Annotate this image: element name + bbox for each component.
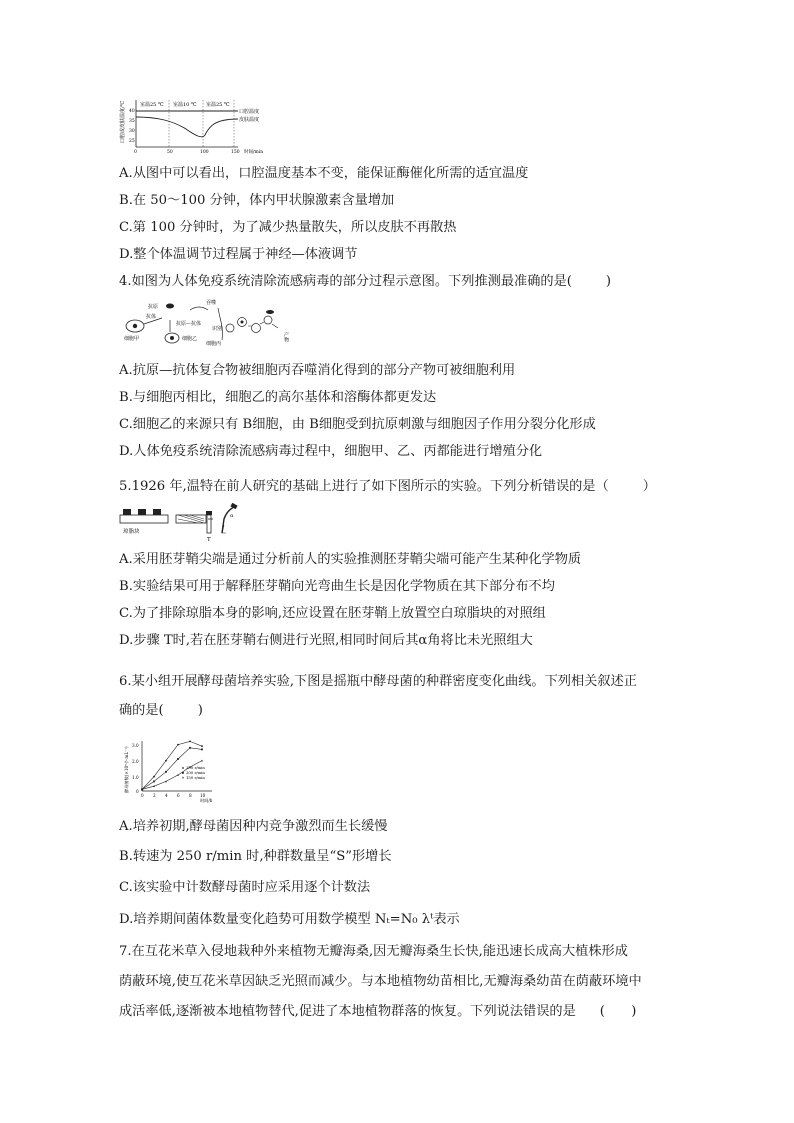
agar-block-label: 琼脂块 — [123, 529, 140, 535]
q7-paren: ( ) — [599, 1004, 637, 1019]
series-point-0-3 — [177, 744, 179, 746]
q6-stem-line-1: 6.某小组开展酵母菌培养实验,下图是摇瓶中酵母菌的种群密度变化曲线。下列相关叙述正 — [119, 674, 637, 689]
legend-150: 150 r/min — [186, 775, 205, 780]
temp-xtick: 150 — [231, 150, 240, 155]
series-point-1-4 — [189, 747, 191, 749]
q7-line-3 — [119, 1003, 636, 1021]
chart-xtick: 4 — [165, 793, 168, 798]
q5-option-d: D.步骤 T时,若在胚芽鞘右侧进行光照,相同时间后其α角将比未光照组大 — [119, 633, 533, 648]
chart-xtick: 2 — [153, 793, 156, 798]
q5-stem — [119, 478, 656, 496]
temp-ytick: 35 — [129, 119, 135, 124]
q6-option-c: C.该实验中计数酵母菌时应采用逐个计数法 — [119, 880, 371, 895]
complex-label: 抗原—抗体 — [176, 321, 202, 327]
series-point-0-5 — [201, 745, 203, 747]
temp-xtick: 50 — [167, 150, 173, 155]
q4-stem — [119, 273, 611, 291]
legend-oral: 口腔温度 — [239, 109, 260, 115]
q4-option-c: C.细胞乙的来源只有 B细胞，由 B细胞受到抗原刺激与细胞因子作用分裂分化形成 — [119, 417, 596, 432]
series-point-0-1 — [153, 776, 155, 778]
segment-label-1: 室温25 ℃ — [140, 102, 164, 108]
segment-label-2: 室温10 ℃ — [173, 102, 197, 108]
temperature-figure — [118, 95, 278, 157]
q5-option-b: B.实验结果可用于解释胚芽鞘向光弯曲生长是因化学物质在其下部分布不均 — [119, 579, 555, 594]
chart-y-axis-label: 酵母菌数(×10⁸个·mL⁻¹) — [124, 746, 129, 793]
product-label: 产物 — [283, 332, 289, 342]
yeast-growth-chart — [120, 735, 225, 805]
chart-ytick-3: 3.0 — [132, 743, 139, 748]
series-point-0-2 — [165, 760, 167, 762]
svg-text:α: α — [230, 513, 234, 519]
immune-figure — [120, 298, 305, 348]
series-point-0-4 — [189, 741, 191, 743]
temp-ytick: 25 — [129, 139, 135, 144]
q5-paren-close: ） — [642, 479, 656, 494]
q3-option-d: D.整个体温调节过程属于神经—体液调节 — [119, 247, 358, 262]
q5-stem-text: 5.1926 年,温特在前人研究的基础上进行了如下图所示的实验。下列分析错误的是（ — [119, 479, 609, 494]
skin-temp-curve — [136, 117, 238, 137]
q6-stem-text: 确的是( — [119, 703, 164, 718]
q4-option-a: A.抗原—抗体复合物被细胞丙吞噬消化得到的部分产物可被细胞利用 — [119, 363, 516, 378]
cell-b-label: 细胞乙 — [182, 336, 198, 342]
q6-paren-close: ) — [197, 703, 203, 718]
legend-200: 200 r/min — [186, 770, 205, 775]
chart-ytick-0: 0 — [136, 789, 139, 794]
q4-option-b: B.与细胞丙相比，细胞乙的高尔基体和溶酶体都更发达 — [119, 390, 437, 405]
antibody-label: 抗体 — [146, 314, 157, 320]
q6-option-a: A.培养初期,酵母菌因种内竞争激烈而生长缓慢 — [119, 819, 388, 834]
chart-xtick: 10 — [200, 793, 206, 798]
q6-stem-line-2 — [119, 702, 203, 720]
q5-option-c: C.为了排除琼脂本身的影响,还应设置在胚芽鞘上放置空白琼脂块的对照组 — [119, 606, 546, 621]
step-t-label: T — [207, 537, 211, 543]
series-point-1-1 — [153, 781, 155, 783]
segment-label-3: 室温25 ℃ — [206, 102, 230, 108]
temp-xtick: 100 — [200, 150, 209, 155]
recognize-label: 识别 — [212, 326, 223, 332]
engulf-label: 吞噬 — [206, 300, 217, 306]
chart-x-axis-label: 时间/h — [200, 798, 213, 803]
temp-ytick: 40 — [129, 109, 135, 114]
series-point-1-3 — [177, 758, 179, 760]
antigen-label: 抗原 — [148, 304, 159, 310]
cell-c-label: 细胞丙 — [206, 341, 222, 347]
q4-paren-close: ) — [605, 274, 612, 289]
q5-option-a: A.采用胚芽鞘尖端是通过分析前人的实验推测胚芽鞘尖端可能产生某种化学物质 — [119, 552, 582, 567]
chart-xtick: 0 — [141, 793, 144, 798]
chart-ytick-1: 1.0 — [132, 775, 139, 780]
q4-option-d: D.人体免疫系统清除流感病毒过程中，细胞甲、乙、丙都能进行增殖分化 — [119, 444, 543, 459]
went-experiment-figure — [118, 503, 248, 543]
series-point-1-2 — [165, 771, 167, 773]
chart-xtick: 6 — [177, 793, 180, 798]
cell-a-label: 细胞甲 — [124, 336, 140, 342]
chart-ytick-2: 2.0 — [132, 759, 139, 764]
q3-option-a: A.从图中可以看出，口腔温度基本不变，能保证酶催化所需的适宜温度 — [119, 166, 529, 181]
q6-option-b: B.转速为 250 r/min 时,种群数量呈“S”形增长 — [119, 849, 392, 864]
series-point-2-5 — [201, 760, 203, 762]
chart-xtick: 8 — [189, 793, 192, 798]
q3-option-c: C.第 100 分钟时，为了减少热量散失，所以皮肤不再散热 — [119, 220, 457, 235]
q3-option-b: B.在 50～100 分钟，体内甲状腺激素含量增加 — [119, 193, 395, 208]
q7-line-2: 荫蔽环境,使互花米草因缺乏光照而减少。与本地植物幼苗相比,无瓣海桑幼苗在荫蔽环境中 — [119, 974, 642, 989]
q7-line-3-text: 成活率低,逐渐被本地植物替代,促进了本地植物群落的恢复。下列说法错误的是 — [119, 1004, 576, 1019]
temp-y-axis-label: 口腔或皮肤温度/℃ — [120, 100, 126, 143]
temp-ytick: 30 — [129, 129, 135, 134]
legend-skin: 皮肤温度 — [239, 117, 260, 123]
series-point-1-5 — [201, 749, 203, 751]
temp-xtick: 0 — [134, 150, 137, 155]
q7-line-1: 7.在互花米草入侵地栽种外来植物无瓣海桑,因无瓣海桑生长快,能迅速长成高大植株形成 — [119, 944, 628, 959]
q6-option-d: D.培养期间菌体数量变化趋势可用数学模型 Nₜ=N₀ λᵗ表示 — [119, 912, 460, 927]
temp-x-axis-label: 时间/min — [244, 150, 264, 155]
legend-250: 250 r/min — [186, 765, 205, 770]
q4-stem-text: 4.如图为人体免疫系统清除流感病毒的部分过程示意图。下列推测最准确的是( — [119, 274, 572, 289]
